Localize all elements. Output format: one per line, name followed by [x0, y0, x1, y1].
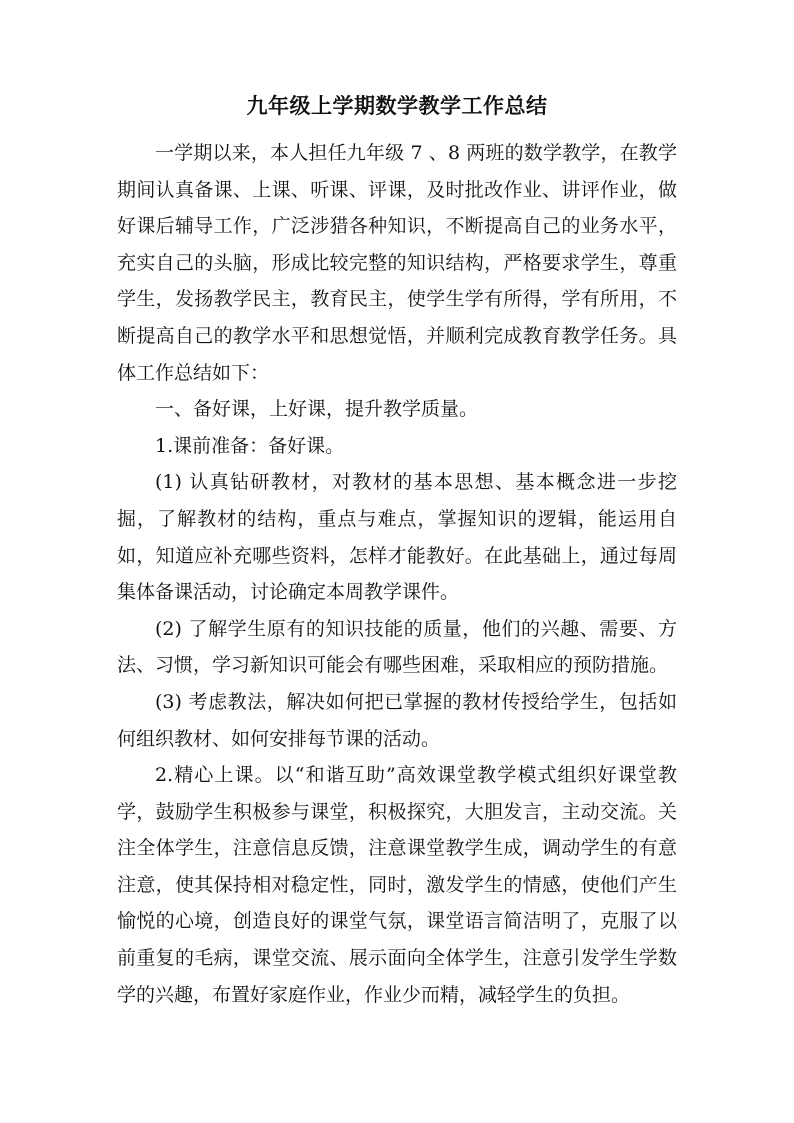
document-title: 九年级上学期数学教学工作总结 [246, 93, 548, 118]
paragraph-teaching: 2.精心上课。以“和谐互助”高效课堂教学模式组织好课堂教学，鼓励学生积极参与课堂，积极探究，大胆发言，主动交流。关注全体学生，注意信息反馈，注意课堂教学生成，调动学生的有意注意，使其保持相对稳定性，同时，激发学生的情感，使他们产生愉悦的心境，创造良好的课堂气氛，课堂语言简洁明了，克服了以前重复的毛病，课堂交流、展示面向全体学生，注意引发学生学数学的兴趣，布置好家庭作业，作业少而精，减轻学生的负担。 [117, 764, 677, 1006]
paragraph-item-1: (1) 认真钻研教材，对教材的基本思想、基本概念进一步挖掘，了解教材的结构，重点与难点，掌握知识的逻辑，能运用自如，知道应补充哪些资料，怎样才能教好。在此基础上，通过每周集体备课活动，讨论确定本周教学课件。 [117, 471, 677, 604]
paragraph-intro: 一学期以来，本人担任九年级 7 、8 两班的数学教学，在教学期间认真备课、上课、听课、评课，及时批改作业、讲评作业，做好课后辅导工作，广泛涉猎各种知识，不断提高自己的业务水平，充实自己的头脑，形成比较完整的知识结构，严格要求学生，尊重学生，发扬教学民主，教育民主，使学生学有所得，学有所用，不断提高自己的教学水平和思想觉悟，并顺利完成教育教学任务。具体工作总结如下： [117, 142, 677, 384]
paragraph-section-heading: 一、备好课，上好课，提升教学质量。 [155, 398, 479, 421]
paragraph-lesson-prep: 1.课前准备：备好课。 [155, 434, 345, 457]
paragraph-item-2: (2) 了解学生原有的知识技能的质量，他们的兴趣、需要、方法、习惯，学习新知识可能会有哪些困难，采取相应的预防措施。 [117, 617, 677, 677]
document-page [117, 88, 677, 1013]
paragraph-item-3: (3) 考虑教法，解决如何把已掌握的教材传授给学生，包括如何组织教材、如何安排每节课的活动。 [117, 690, 677, 750]
